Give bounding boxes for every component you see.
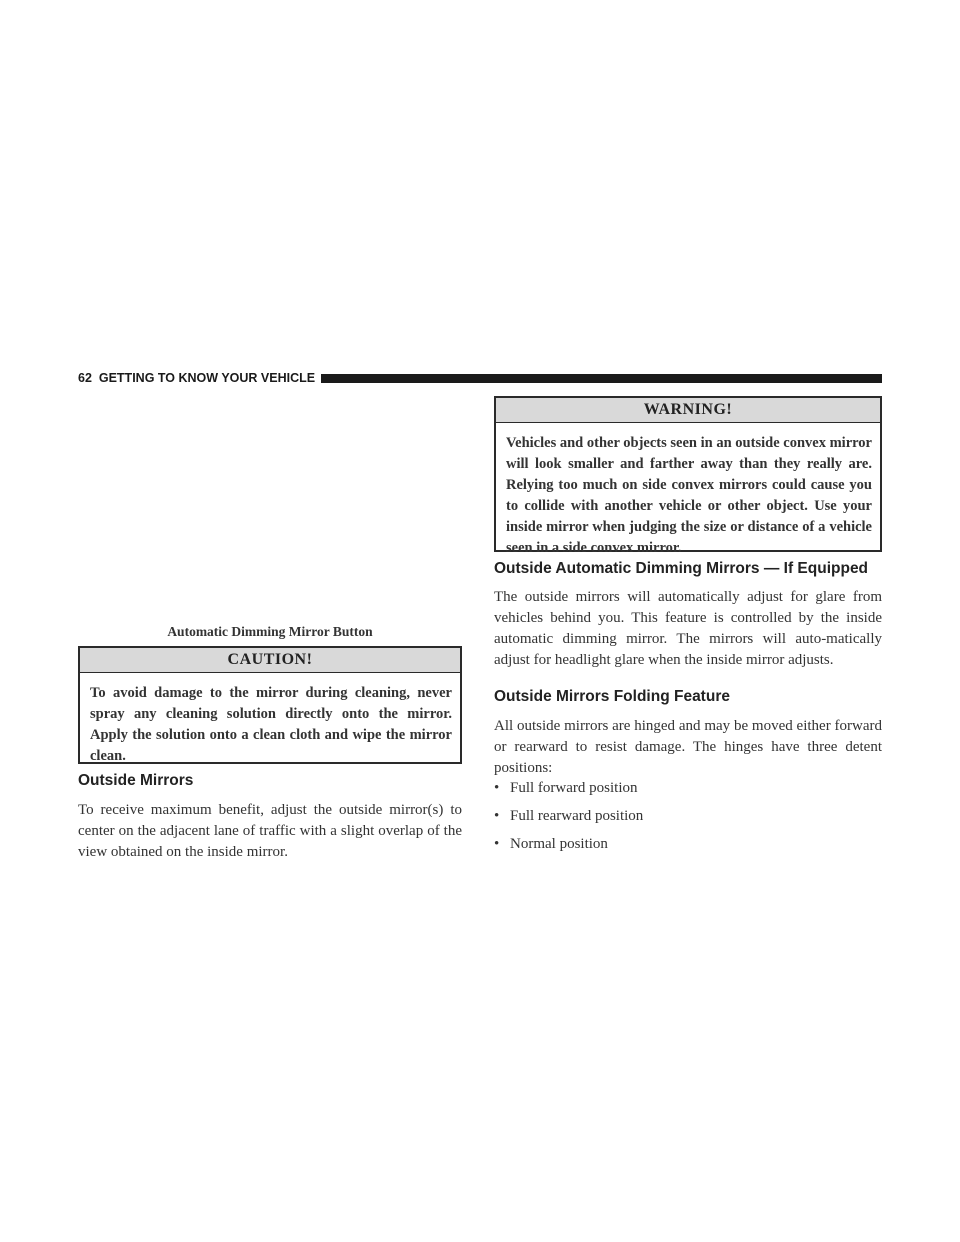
auto-dimming-heading: Outside Automatic Dimming Mirrors — If Equipped xyxy=(494,560,869,577)
folding-heading: Outside Mirrors Folding Feature xyxy=(494,688,730,705)
caution-body: To avoid damage to the mirror during cleaning, never spray any cleaning solution directly onto the mirror. Apply the solution onto a clean cloth and wipe the mirror clean. xyxy=(90,685,452,764)
page-header xyxy=(78,368,882,388)
header-rule xyxy=(321,374,882,383)
list-item: • Normal position xyxy=(494,836,608,852)
warning-title: WARNING! xyxy=(496,398,880,423)
page-header-text xyxy=(78,371,315,385)
page-number: 62 xyxy=(78,371,92,385)
folding-body: All outside mirrors are hinged and may be moved either forward or rearward to resist damage. The hinges have three detent positions: xyxy=(494,718,882,776)
caution-box xyxy=(78,646,462,764)
bullet-icon: • xyxy=(494,780,500,796)
outside-mirrors-heading: Outside Mirrors xyxy=(78,772,194,789)
section-title: GETTING TO KNOW YOUR VEHICLE xyxy=(98,371,316,385)
bullet-icon: • xyxy=(494,808,500,824)
figure-caption: Automatic Dimming Mirror Button xyxy=(167,624,373,639)
bullet-icon: • xyxy=(494,836,500,852)
caution-title: CAUTION! xyxy=(80,648,460,673)
warning-box xyxy=(494,396,882,556)
warning-body: Vehicles and other objects seen in an outside convex mirror will look smaller and farther away than they really are. Relying too much on side convex mirrors could cause you to collide with another vehicle or other object. Use your inside mirror when judging the size or distance of a vehicle seen in a side convex mirror. xyxy=(506,435,872,556)
auto-dimming-body: The outside mirrors will automatically adjust for glare from vehicles behind you. This feature is controlled by the inside automatic dimming mirror. The mirrors will auto-matically adjust for headlight glare when the inside mirror adjusts. xyxy=(494,589,882,668)
list-item: • Full rearward position xyxy=(494,808,644,824)
list-item: • Full forward position xyxy=(494,780,638,796)
outside-mirrors-body: To receive maximum benefit, adjust the outside mirror(s) to center on the adjacent lane of traffic with a slight overlap of the view obtained on the inside mirror. xyxy=(78,802,462,860)
